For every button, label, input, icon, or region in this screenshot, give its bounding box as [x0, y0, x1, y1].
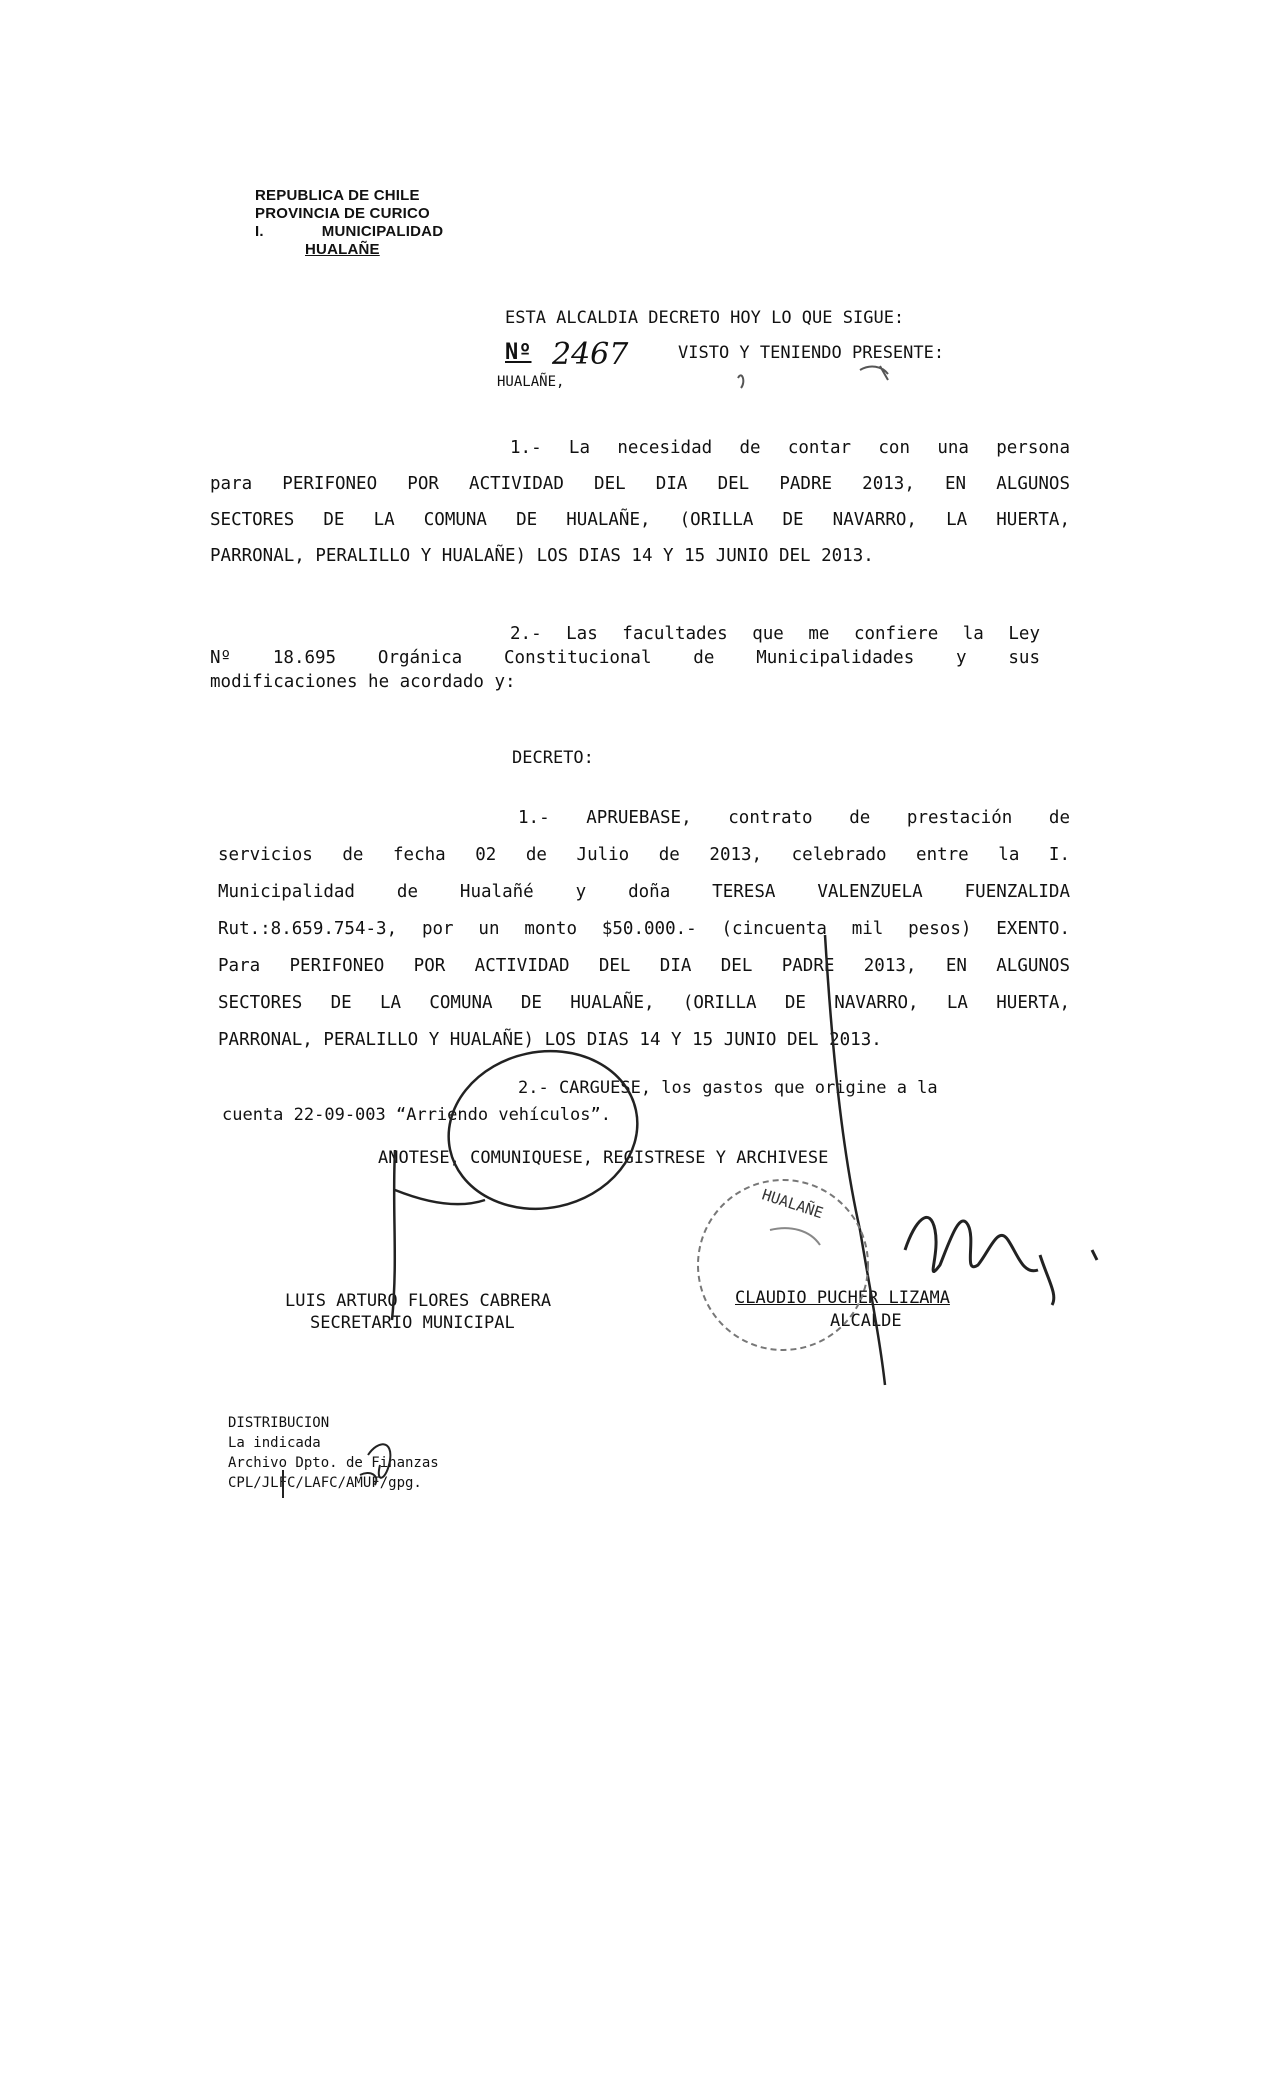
signature-loop — [434, 1034, 652, 1226]
text-line: 1.- APRUEBASE, contrato de prestación de — [518, 808, 1070, 828]
letterhead-country: REPUBLICA DE CHILE — [255, 187, 420, 204]
letterhead-municipality-label: MUNICIPALIDAD — [321, 223, 444, 240]
text-line: PARRONAL, PERALILLO Y HUALAÑE) LOS DIAS 14 Y 15 JUNIO DEL 2013. — [210, 546, 874, 566]
text-line: para PERIFONEO POR ACTIVIDAD DEL DIA DEL PADRE 2013, EN ALGUNOS — [210, 474, 1070, 494]
ink-dot — [1092, 1250, 1097, 1260]
decreto-paragraph-2-line2: cuenta 22-09-003 “Arriendo vehículos”. — [222, 1105, 611, 1125]
mayor-name: CLAUDIO PUCHER LIZAMA — [735, 1288, 950, 1308]
text-line: servicios de fecha 02 de Julio de 2013, celebrado entre la I. — [218, 845, 1070, 865]
secretary-title: SECRETARIO MUNICIPAL — [310, 1313, 515, 1333]
text-line: SECTORES DE LA COMUNA DE HUALAÑE, (ORILLA DE NAVARRO, LA HUERTA, — [210, 510, 1070, 530]
text-line: Nº 18.695 Orgánica Constitucional de Municipalidades y sus — [210, 648, 1040, 668]
decree-number-handwritten: 2467 — [552, 337, 629, 372]
signature-stroke — [825, 935, 885, 1385]
text-line: modificaciones he acordado y: — [210, 672, 516, 692]
initials-scribble — [360, 1444, 390, 1485]
distribution-initials: CPL/JLFC/LAFC/AMUF/gpg. — [228, 1475, 422, 1491]
text-line: 1.- La necesidad de contar con una persona — [510, 438, 1070, 458]
text-line: PARRONAL, PERALILLO Y HUALAÑE) LOS DIAS 14 Y 15 JUNIO DEL 2013. — [218, 1030, 882, 1050]
text-line: Municipalidad de Hualañé y doña TERESA VALENZUELA FUENZALIDA — [218, 882, 1070, 902]
text-line: SECTORES DE LA COMUNA DE HUALAÑE, (ORILLA DE NAVARRO, LA HUERTA, — [218, 993, 1070, 1013]
text-line: Rut.:8.659.754-3, por un monto $50.000.- (cincuenta mil pesos) EXENTO. — [218, 919, 1070, 939]
letterhead-commune: HUALAÑE — [305, 241, 380, 258]
distribution-line: Archivo Dpto. de Finanzas — [228, 1455, 439, 1471]
distribution-line: La indicada — [228, 1435, 321, 1451]
secretary-name: LUIS ARTURO FLORES CABRERA — [285, 1291, 552, 1311]
distribution-title: DISTRIBUCION — [228, 1415, 330, 1431]
mayor-signature — [905, 1217, 1054, 1305]
text-line: Para PERIFONEO POR ACTIVIDAD DEL DIA DEL PADRE 2013, EN ALGUNOS — [218, 956, 1070, 976]
place-date-line: HUALAÑE, — [497, 374, 565, 390]
stamp-label: HUALAÑE — [759, 1185, 826, 1223]
letterhead-province: PROVINCIA DE CURICO — [255, 205, 430, 222]
text-line: 2.- Las facultades que me confiere la Ley — [510, 624, 1040, 644]
mayor-title: ALCALDE — [830, 1311, 902, 1331]
intro-line: ESTA ALCALDIA DECRETO HOY LO QUE SIGUE: — [505, 308, 905, 328]
decreto-heading: DECRETO: — [512, 748, 594, 768]
decree-number-label: Nº — [505, 340, 532, 365]
letterhead-prefix: I. — [255, 223, 264, 240]
date-scribble — [738, 366, 888, 388]
visto-heading: VISTO Y TENIENDO PRESENTE: — [678, 343, 945, 363]
decreto-paragraph-2-line1: 2.- CARGUESE, los gastos que origine a la — [518, 1078, 938, 1098]
secretary-signature — [392, 1150, 485, 1320]
closing-formula: ANOTESE, COMUNIQUESE, REGISTRESE Y ARCHIVESE — [378, 1148, 829, 1168]
municipal-stamp — [698, 1180, 868, 1350]
